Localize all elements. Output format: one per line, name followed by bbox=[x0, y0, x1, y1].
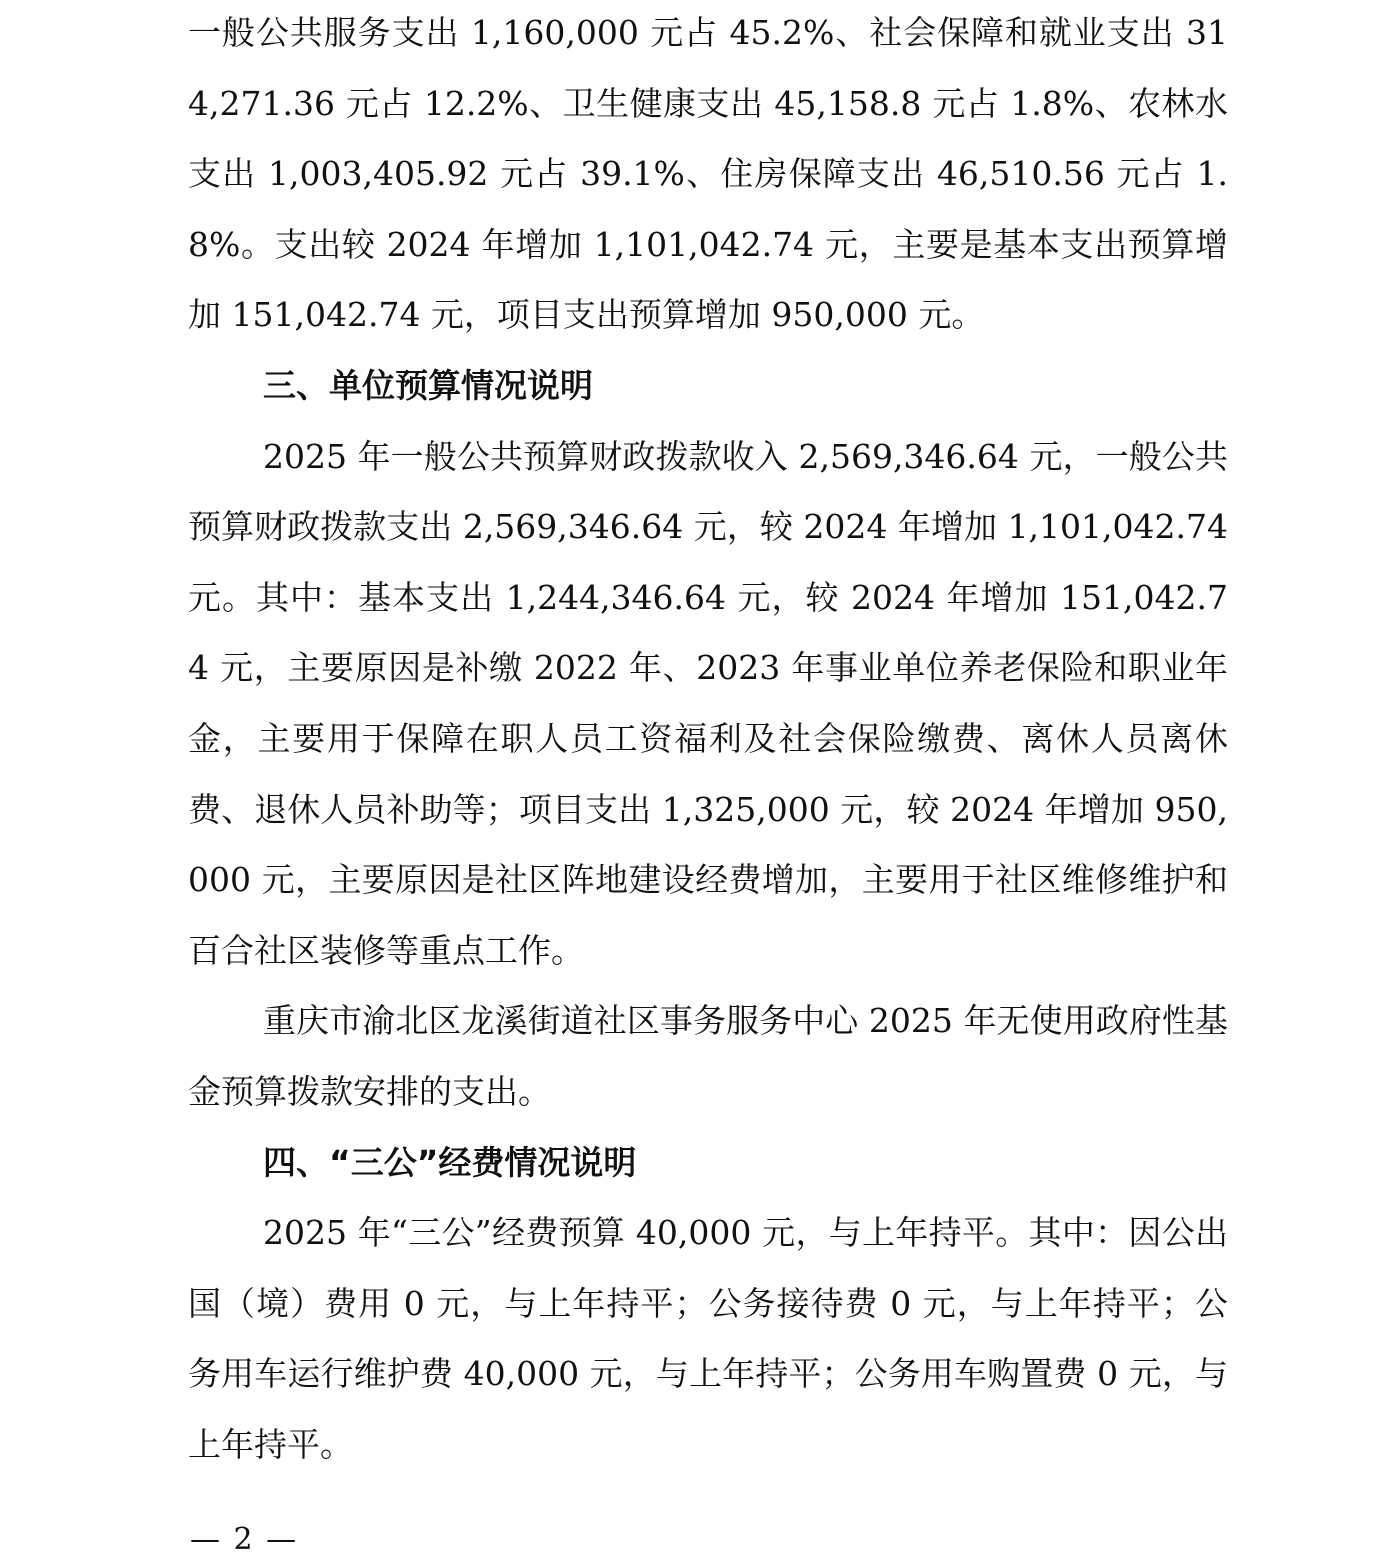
paragraph-government-fund: 重庆市渝北区龙溪街道社区事务服务中心 2025 年无使用政府性基金预算拨款安排的支出。 bbox=[188, 1001, 1228, 1111]
heading-three-public-expenses: 四、“三公”经费情况说明 bbox=[263, 1142, 637, 1182]
paragraph-expenditure-breakdown: 一般公共服务支出 1,160,000 元占 45.2%、社会保障和就业支出 314,271.36 元占 12.2%、卫生健康支出 45,158.8 元占 1.8%、农林水支出 1,003,405.92 元占 39.1%、住房保障支出 46,510.56 元占 1.8%。支出较 2024 年增加 1,101,042.74 元，主要是基本支出预算增加 151,042.74 元，项目支出预算增加 950,000 元。 bbox=[188, 13, 1228, 335]
page-number: — 2 — bbox=[190, 1522, 299, 1557]
paragraph-general-budget: 2025 年一般公共预算财政拨款收入 2,569,346.64 元，一般公共预算财政拨款支出 2,569,346.64 元，较 2024 年增加 1,101,042.74 元。其中：基本支出 1,244,346.64 元，较 2024 年增加 151,042.74 元，主要原因是补缴 2022 年、2023 年事业单位养老保险和职业年金，主要用于保障在职人员工资福利及社会保险缴费、离休人员离休费、退休人员补助等；项目支出 1,325,000 元，较 2024 年增加 950,000 元，主要原因是社区阵地建设经费增加，主要用于社区维修维护和百合社区装修等重点工作。 bbox=[188, 436, 1228, 970]
paragraph-three-public-expenses: 2025 年“三公”经费预算 40,000 元，与上年持平。其中：因公出国（境）费用 0 元，与上年持平；公务接待费 0 元，与上年持平；公务用车运行维护费 40,000 元，与上年持平；公务用车购置费 0 元，与上年持平。 bbox=[188, 1213, 1228, 1464]
heading-unit-budget: 三、单位预算情况说明 bbox=[263, 365, 593, 405]
document-page bbox=[188, 0, 1228, 1480]
